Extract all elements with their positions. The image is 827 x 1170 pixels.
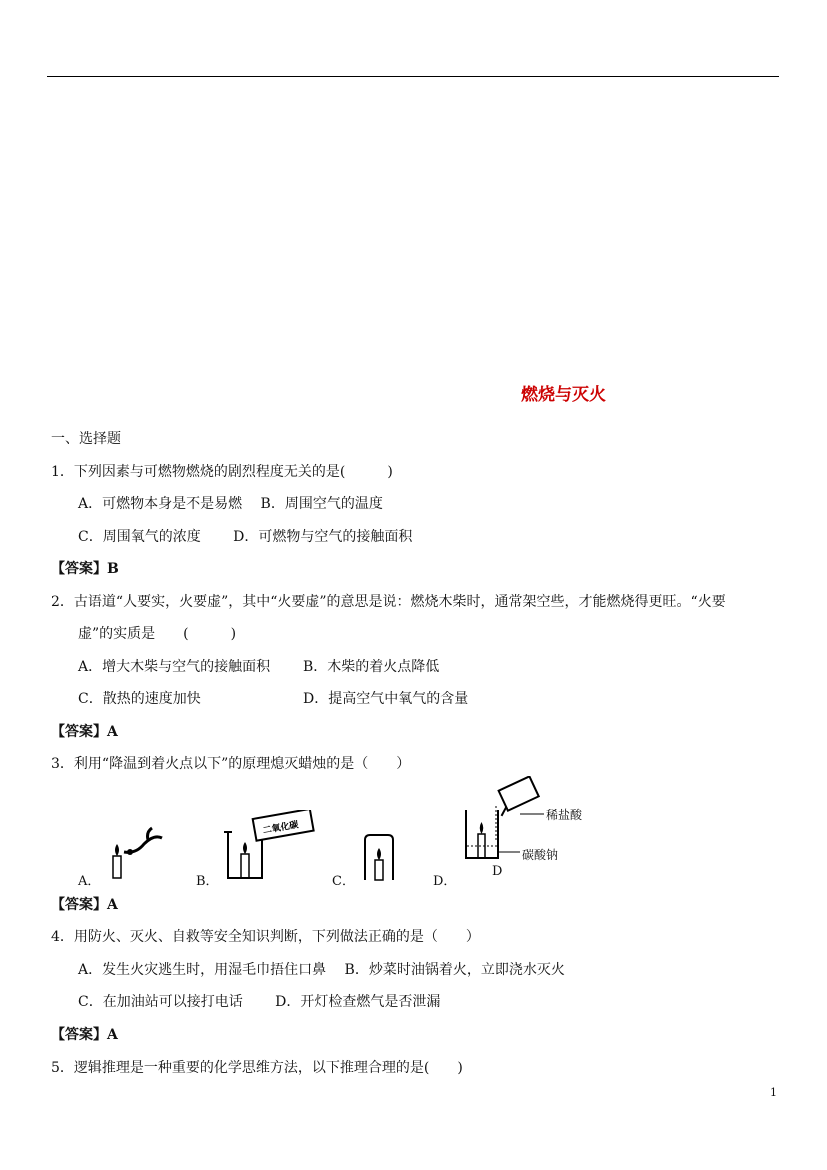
q3-stem: 3．利用“降温到着火点以下”的原理熄灭蜡烛的是（ ） — [51, 756, 411, 772]
q2-answer — [51, 722, 118, 742]
q3-label-a: A． — [78, 874, 101, 889]
q3-answer — [51, 895, 118, 915]
section-heading: 一、选择题 — [51, 431, 121, 447]
figure-c-covered-candle — [360, 832, 400, 882]
co2-label: 二氧化碳 — [262, 820, 300, 837]
q1-options-ab: A．可燃物本身是不是易燃 B．周围空气的温度 — [78, 496, 383, 512]
q1-stem: 1．下列因素与可燃物燃烧的剧烈程度无关的是( ) — [51, 464, 393, 480]
figure-a-candle-snuffer — [104, 822, 174, 882]
header-rule — [47, 76, 779, 77]
q2-option-d: D．提高空气中氧气的含量 — [303, 691, 469, 707]
q4-options-cd: C．在加油站可以接打电话 D．开灯检查燃气是否泄漏 — [78, 994, 441, 1010]
q3-label-b: B． — [196, 874, 219, 889]
q3-label-d: D． — [433, 874, 457, 889]
answer-value: B — [107, 561, 119, 577]
q3-label-c: C． — [332, 874, 355, 889]
q1-answer — [51, 559, 119, 579]
figure-b-co2-beaker — [220, 810, 320, 882]
q4-answer — [51, 1025, 118, 1045]
answer-label: 【答案】 — [51, 561, 107, 577]
q2-stem-cont: 虚”的实质是 ( ) — [78, 626, 237, 642]
answer-label: 【答案】 — [51, 897, 107, 913]
q4-options-ab: A．发生火灾逃生时，用湿毛巾捂住口鼻 B．炒菜时油锅着火，立即浇水灭火 — [78, 962, 565, 978]
answer-value: A — [107, 1027, 118, 1043]
q2-option-c: C．散热的速度加快 — [78, 691, 201, 707]
page-number: 1 — [770, 1086, 777, 1099]
acid-label: 稀盐酸 — [546, 808, 583, 822]
q2-option-a: A．增大木柴与空气的接触面积 — [78, 659, 271, 675]
figure-d-caption: D — [492, 864, 503, 879]
q1-options-cd: C．周围氧气的浓度 D．可燃物与空气的接触面积 — [78, 529, 413, 545]
q5-stem: 5．逻辑推理是一种重要的化学思维方法，以下推理合理的是( ) — [51, 1060, 463, 1076]
q2-option-b: B．木柴的着火点降低 — [303, 659, 440, 675]
answer-value: A — [107, 897, 118, 913]
page-title: 燃烧与灭火 — [521, 385, 606, 405]
q2-stem: 2．古语道“人要实，火要虚”，其中“火要虚”的意思是说：燃烧木柴时，通常架空些，才能燃烧得更旺。“火要 — [51, 594, 726, 610]
answer-label: 【答案】 — [51, 1027, 107, 1043]
answer-label: 【答案】 — [51, 724, 107, 740]
carbonate-label: 碳酸钠 — [522, 848, 559, 862]
q4-stem: 4．用防火、灭火、自救等安全知识判断，下列做法正确的是（ ） — [51, 929, 480, 945]
answer-value: A — [107, 724, 118, 740]
